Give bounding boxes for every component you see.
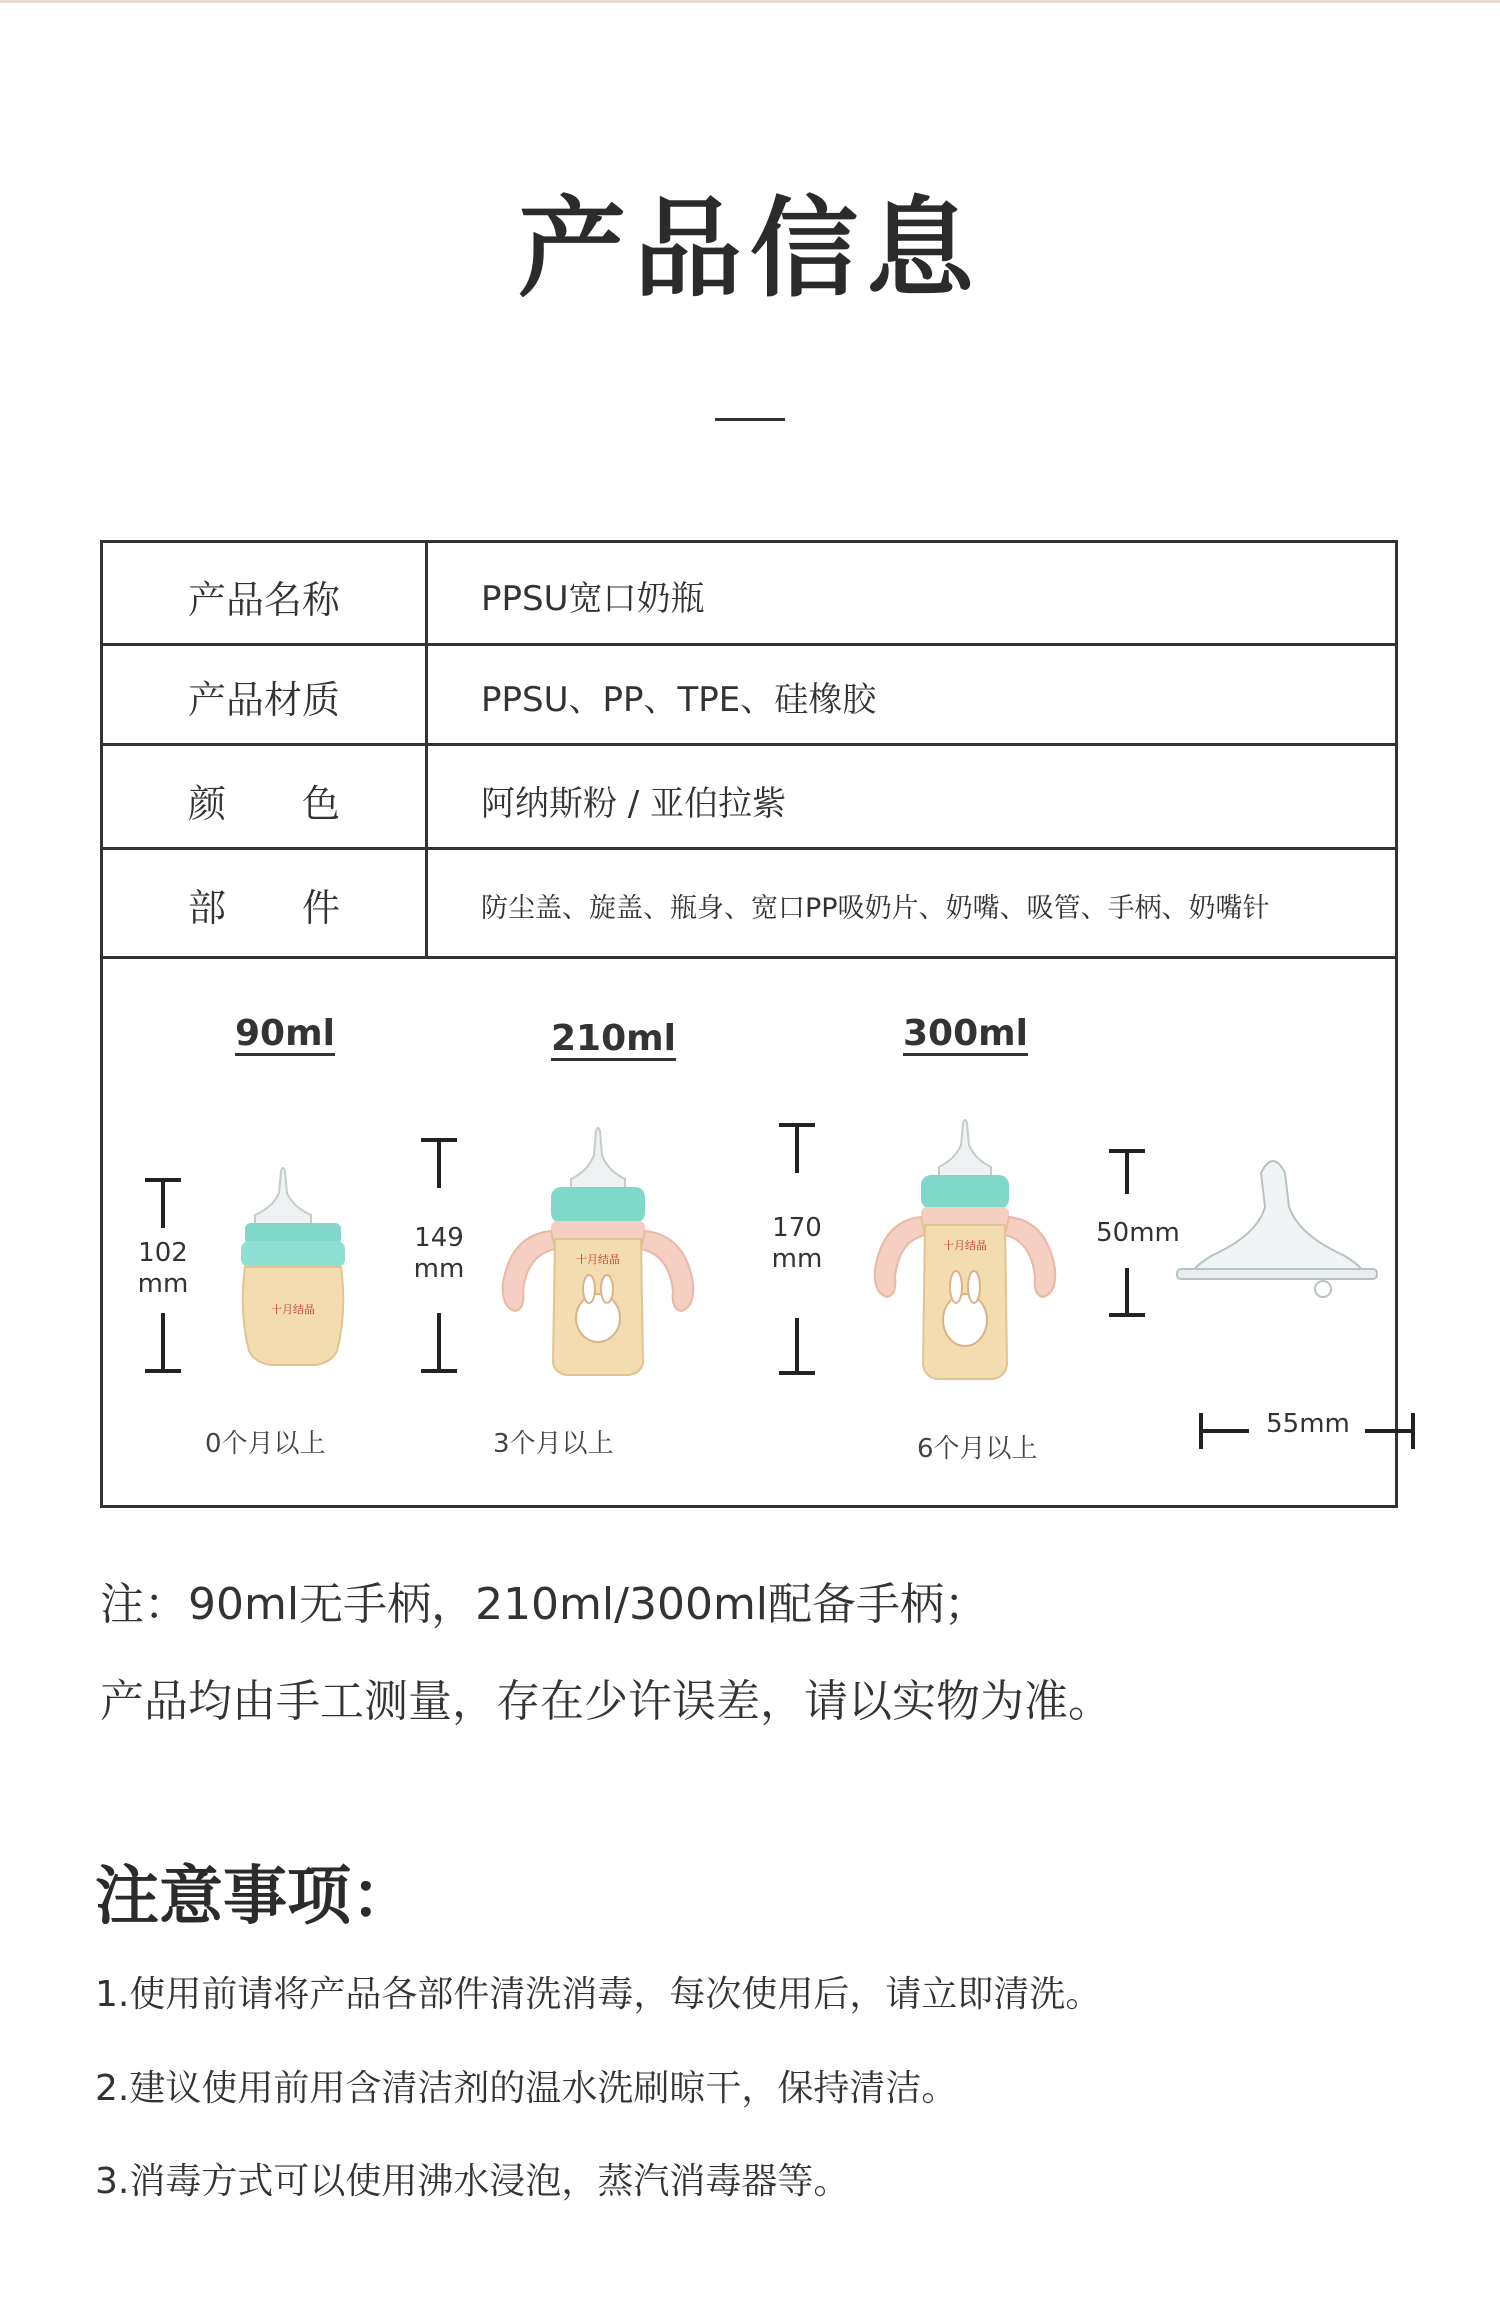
bottle-height-300ml: 170 mm [771, 1213, 823, 1274]
table-column-divider [425, 543, 428, 959]
precaution-item-3: 3.消毒方式可以使用沸水浸泡，蒸汽消毒器等。 [95, 2161, 850, 2202]
width-dimension-cap [1199, 1413, 1203, 1449]
page-title: 产品信息 [517, 187, 982, 312]
spec-label-name: 产品名称 [187, 578, 340, 622]
bottle-height-210ml: 149 mm [413, 1223, 465, 1284]
spec-label-color: 颜 色 [187, 782, 340, 826]
bottle-210ml-image [493, 1123, 703, 1383]
width-dimension-line [1365, 1429, 1413, 1433]
bottle-capacity-90ml: 90ml [235, 1013, 335, 1054]
precaution-item-1: 1.使用前请将产品各部件清洗消毒，每次使用后，请立即清洗。 [95, 1974, 1102, 2015]
dimension-cap-bottom [145, 1369, 181, 1373]
width-dimension-line [1201, 1429, 1249, 1433]
spec-value-color: 阿纳斯粉 / 亚伯拉紫 [481, 784, 787, 824]
dimension-line [161, 1178, 165, 1228]
dimension-cap-bottom [779, 1371, 815, 1375]
bottle-300ml-image [865, 1115, 1065, 1385]
table-row-divider [103, 643, 1395, 646]
bottle-brand-text: 十月结晶 [576, 1253, 620, 1266]
bottle-age-300ml: 6个月以上 [917, 1434, 1038, 1464]
table-row-divider [103, 956, 1395, 959]
bottle-brand-text: 十月结晶 [271, 1303, 315, 1316]
bottle-brand-text: 十月结晶 [943, 1239, 987, 1252]
dimension-line [795, 1318, 799, 1373]
note-handle: 注：90ml无手柄，210ml/300ml配备手柄； [100, 1579, 989, 1630]
spec-label-material: 产品材质 [187, 678, 340, 722]
table-row-divider [103, 743, 1395, 746]
bottle-capacity-300ml: 300ml [903, 1013, 1028, 1054]
precaution-item-2: 2.建议使用前用含清洁剂的温水洗刷晾干，保持清洁。 [95, 2068, 958, 2109]
spec-label-parts: 部 件 [187, 886, 340, 930]
bottle-90ml-image [203, 1163, 363, 1383]
bottle-age-210ml: 3个月以上 [493, 1429, 614, 1459]
dimension-line [795, 1123, 799, 1173]
table-row-divider [103, 847, 1395, 850]
bottle-age-90ml: 0个月以上 [205, 1429, 326, 1459]
nipple-height: 50mm [1096, 1218, 1180, 1248]
dimension-line [1125, 1149, 1129, 1194]
nipple-width: 55mm [1266, 1409, 1350, 1439]
dimension-cap-bottom [421, 1369, 457, 1373]
top-decorative-line [0, 0, 1500, 3]
bottle-height-90ml: 102 mm [137, 1238, 189, 1299]
title-divider [715, 418, 785, 421]
width-dimension-cap [1411, 1413, 1415, 1449]
spec-table [100, 540, 1398, 1508]
dimension-line [1125, 1268, 1129, 1313]
bottle-capacity-210ml: 210ml [551, 1018, 676, 1059]
note-measurement: 产品均由手工测量，存在少许误差，请以实物为准。 [100, 1676, 1112, 1727]
precautions-title: 注意事项： [95, 1860, 415, 1934]
dimension-cap-bottom [1109, 1313, 1145, 1317]
spec-value-name: PPSU宽口奶瓶 [481, 579, 705, 619]
spec-value-parts: 防尘盖、旋盖、瓶身、宽口PP吸奶片、奶嘴、吸管、手柄、奶嘴针 [481, 893, 1270, 924]
dimension-line [437, 1313, 441, 1371]
dimension-line [437, 1138, 441, 1188]
spec-value-material: PPSU、PP、TPE、硅橡胶 [481, 680, 877, 720]
nipple-image [1173, 1143, 1383, 1323]
dimension-line [161, 1313, 165, 1371]
